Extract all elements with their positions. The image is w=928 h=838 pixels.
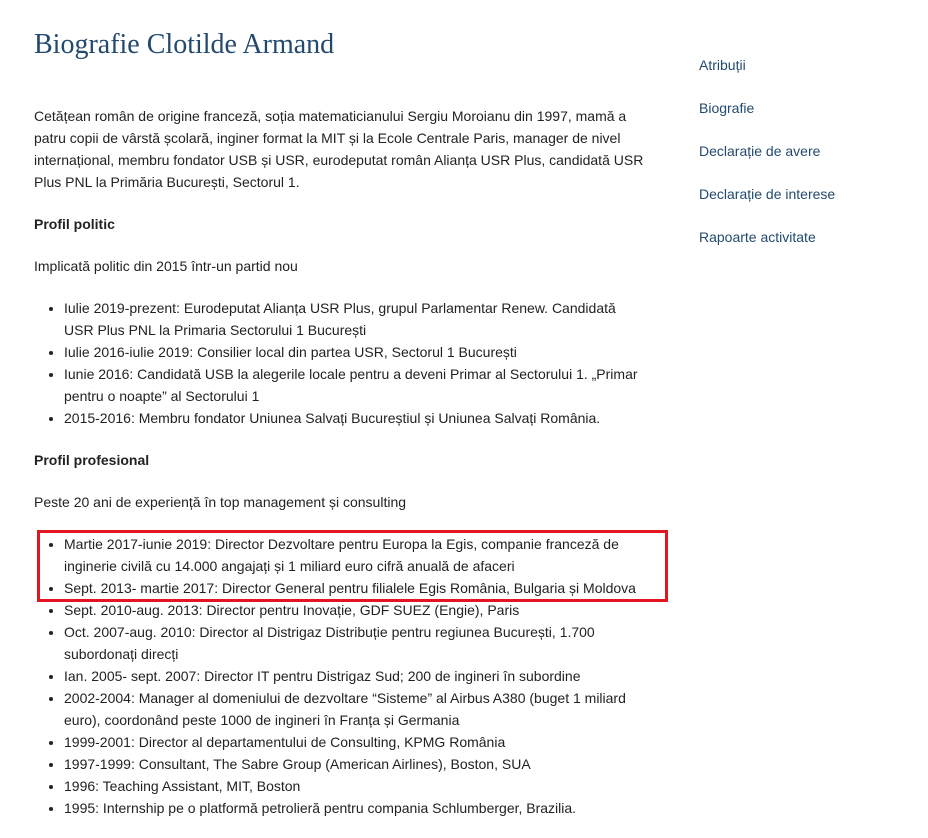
list-item: • 2015-2016: Membru fondator Uniunea Salvați Bucureștiul și Uniunea Salvați România. xyxy=(64,407,646,429)
page-title: Biografie Clotilde Armand xyxy=(34,29,335,60)
list-item: • 2002-2004: Manager al domeniului de dezvoltare “Sisteme” al Airbus A380 (buget 1 miliard euro), coordonând peste 1000 de ingineri în Franța și Germania xyxy=(64,687,646,731)
sidebar-nav xyxy=(699,54,909,269)
sidebar-link-atributii[interactable]: Atribuții xyxy=(699,57,746,73)
list-item: • 1996: Teaching Assistant, MIT, Boston xyxy=(64,775,646,797)
list-item: • 1997-1999: Consultant, The Sabre Group (American Airlines), Boston, SUA xyxy=(64,753,646,775)
political-profile-list xyxy=(34,297,646,429)
sidebar-link-declaratie-interese[interactable]: Declarație de interese xyxy=(699,186,836,202)
sidebar-link-biografie[interactable]: Biografie xyxy=(699,100,755,116)
list-item: • 1999-2001: Director al departamentului de Consulting, KPMG România xyxy=(64,731,646,753)
professional-profile-lead: Peste 20 ani de experiență în top management și consulting xyxy=(34,494,407,510)
list-item: • Iunie 2016: Candidată USB la alegerile locale pentru a deveni Primar al Sectorului 1. „Primar pentru o noapte” al Sectorului 1 xyxy=(64,363,646,407)
bio-intro: Cetățean român de origine franceză, soția matematicianului Sergiu Moroianu din 1997, mamă a patru copii de vârstă școlară, inginer format la MIT și la Ecole Centrale Paris, manager de nivel internațional, membru fondator USB și USR, eurodeputat român Alianța USR Plus, candidată USR Plus PNL la Primăria București, Sectorul 1. xyxy=(34,108,644,190)
list-item: • Sept. 2010-aug. 2013: Director pentru Inovație, GDF SUEZ (Engie), Paris xyxy=(64,599,646,621)
professional-profile-heading: Profil profesional xyxy=(34,452,150,468)
sidebar-link-rapoarte-activitate[interactable]: Rapoarte activitate xyxy=(699,229,816,245)
professional-profile-list xyxy=(34,533,646,819)
list-item: • Sept. 2013- martie 2017: Director General pentru filialele Egis România, Bulgaria și Moldova xyxy=(64,577,646,599)
list-item: • 1995: Internship pe o platformă petrolieră pentru compania Schlumberger, Brazilia. xyxy=(64,797,646,819)
political-profile-heading: Profil politic xyxy=(34,216,115,232)
list-item: • Iulie 2019-prezent: Eurodeputat Alianța USR Plus, grupul Parlamentar Renew. Candidată USR Plus PNL la Primaria Sectorului 1 București xyxy=(64,297,646,341)
list-item: • Iulie 2016-iulie 2019: Consilier local din partea USR, Sectorul 1 București xyxy=(64,341,646,363)
political-profile-lead: Implicată politic din 2015 într-un partid nou xyxy=(34,258,298,274)
list-item: • Ian. 2005- sept. 2007: Director IT pentru Distrigaz Sud; 200 de ingineri în subordine xyxy=(64,665,646,687)
sidebar-link-declaratie-avere[interactable]: Declarație de avere xyxy=(699,143,821,159)
list-item: • Oct. 2007-aug. 2010: Director al Distrigaz Distribuție pentru regiunea București, 1.700 subordonați direcți xyxy=(64,621,646,665)
bio-content xyxy=(34,105,646,819)
list-item: • Martie 2017-iunie 2019: Director Dezvoltare pentru Europa la Egis, companie franceză de inginerie civilă cu 14.000 angajați și 1 miliard euro cifră anuală de afaceri xyxy=(64,533,646,577)
